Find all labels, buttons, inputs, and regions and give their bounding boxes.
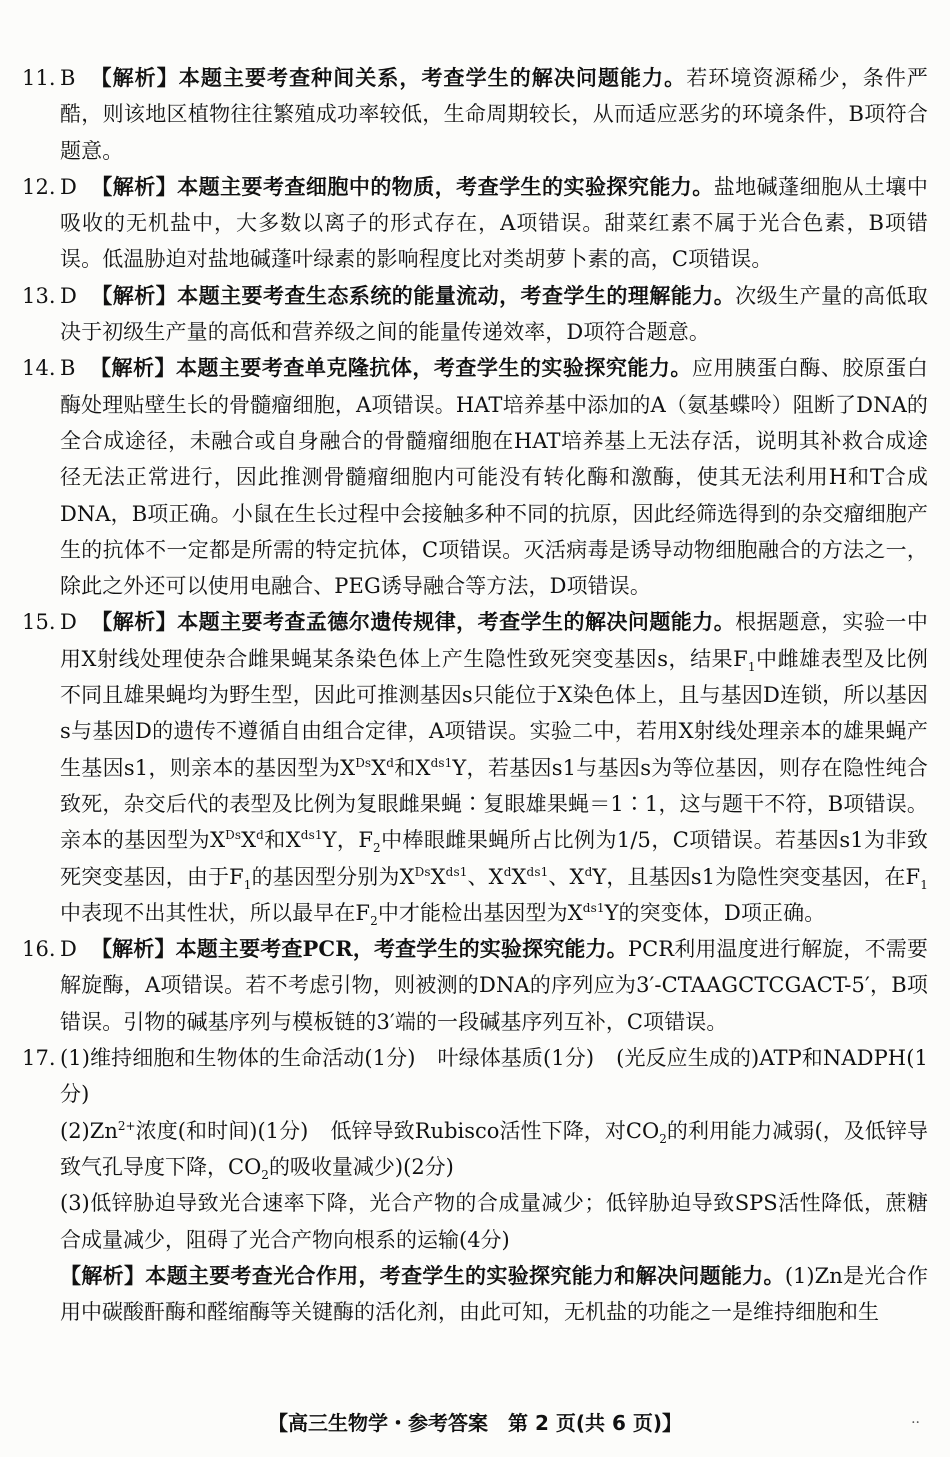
- analysis-text: 中雌雄表型及比例不同且雄果蝇均为野生型，因此可推测基因s只能位于X染色体上，且与基因D连锁，所以基因s与基因D的遗传不遵循自由组合定律，A项错误。实验二中，若用X射线处理亲本的雄果蝇产生基因s1，则亲本的基因型为X: [60, 646, 928, 780]
- analysis-heading: 【解析】本题主要考查单克隆抗体，考查学生的实验探究能力。: [89, 355, 692, 381]
- superscript: d: [256, 828, 264, 843]
- analysis-text: X: [430, 864, 446, 889]
- analysis-text: X: [511, 864, 527, 889]
- subscript: 1: [920, 877, 928, 892]
- superscript: d: [386, 755, 395, 770]
- subscript: 2: [659, 1131, 667, 1146]
- analysis-heading: 【解析】本题主要考查PCR，考查学生的实验探究能力。: [90, 936, 628, 962]
- corner-mark: ··: [911, 1415, 920, 1431]
- analysis-heading: 【解析】本题主要考查光合作用，考查学生的实验探究能力和解决问题能力。: [60, 1262, 785, 1288]
- superscript: ds1: [300, 828, 323, 843]
- superscript: Ds: [414, 864, 431, 879]
- question-number: 13.: [22, 283, 56, 308]
- analysis-text: X: [371, 755, 387, 780]
- answer-letter: D: [60, 937, 77, 962]
- superscript: ds1: [582, 900, 605, 915]
- answer-letter: D: [60, 283, 77, 308]
- answer-letter: D: [60, 174, 77, 199]
- question-14: [22, 350, 928, 604]
- answer-part-2b: 浓度(和时间)(1分): [135, 1118, 309, 1143]
- answer-part-1c: (光反应生成的)ATP和NADPH(1分): [60, 1046, 928, 1107]
- superscript: 2+: [117, 1118, 136, 1133]
- analysis-text: 、X: [467, 864, 504, 889]
- answer-part-2a: (2)Zn: [60, 1118, 118, 1143]
- analysis-body: 应用胰蛋白酶、胶原蛋白酶处理贴壁生长的骨髓瘤细胞，A项错误。HAT培养基中添加的A（氨基蝶呤）阻断了DNA的全合成途径，未融合或自身融合的骨髓瘤细胞在HAT培养基上无法存活，说明其补救合成途径无法正常进行，因此推测骨髓瘤细胞内可能没有转化酶和激酶，使其无法利用H和T合成DNA，B项正确。小鼠在生长过程中会接触多种不同的抗原，因此经筛选得到的杂交瘤细胞产生的抗体不一定都是所需的特定抗体，C项错误。灭活病毒是诱导动物细胞融合的方法之一，除此之外还可以使用电融合、PEG诱导融合等方法，D项错误。: [60, 356, 929, 599]
- answer-part-2e: 的吸收量减少)(2分): [268, 1154, 454, 1179]
- analysis-body: (1)Zn是光合作用中碳酸酐酶和醛缩酶等关键酶的活化剂，由此可知，无机盐的功能之一是维持细胞和生: [60, 1263, 928, 1325]
- superscript: Ds: [355, 755, 372, 770]
- question-17-part-2: [22, 1113, 928, 1186]
- question-15: [22, 604, 928, 931]
- superscript: ds1: [526, 864, 549, 879]
- superscript: d: [584, 864, 593, 879]
- analysis-text: 中表现不出其性状，所以最早在F: [60, 900, 371, 925]
- question-17-analysis: [22, 1258, 928, 1331]
- answer-letter: D: [60, 610, 77, 635]
- superscript: d: [503, 864, 512, 879]
- answer-part-2c: 低锌导致Rubisco活性下降，对CO: [330, 1118, 660, 1143]
- analysis-text: 、X: [548, 864, 585, 889]
- analysis-body: 若环境资源稀少，条件严酷，则该地区植物往往繁殖成功率较低，生命周期较长，从而适应恶劣的环境条件，B项符合题意。: [60, 66, 928, 163]
- superscript: ds1: [445, 864, 468, 879]
- answer-letter: B: [60, 356, 76, 381]
- subscript: 1: [747, 659, 756, 674]
- question-17: [22, 1040, 928, 1113]
- question-number: 17.: [22, 1046, 56, 1071]
- analysis-body: 盐地碱蓬细胞从土壤中吸收的无机盐中，大多数以离子的形式存在，A项错误。甜菜红素不属于光合色素，B项错误。低温胁迫对盐地碱蓬叶绿素的影响程度比对类胡萝卜素的高，C项错误。: [60, 174, 929, 272]
- answer-part-1a: (1)维持细胞和生物体的生命活动(1分): [60, 1046, 416, 1071]
- question-number: 14.: [22, 356, 56, 381]
- question-number: 15.: [22, 610, 56, 635]
- analysis-body: 次级生产量的高低取决于初级生产量的高低和营养级之间的能量传递效率，D项符合题意。: [60, 283, 928, 345]
- subscript: 2: [370, 914, 378, 929]
- analysis-text: 和X: [394, 755, 431, 780]
- subscript: 2: [373, 841, 381, 856]
- analysis-heading: 【解析】本题主要考查孟德尔遗传规律，考查学生的解决问题能力。: [90, 609, 736, 635]
- superscript: ds1: [430, 755, 453, 770]
- analysis-text: 的基因型分别为X: [251, 864, 415, 889]
- analysis-text: Y，且基因s1为隐性突变基因，在F: [592, 864, 921, 889]
- analysis-text: 中才能检出基因型为X: [377, 900, 583, 925]
- analysis-text: X: [241, 828, 257, 853]
- analysis-heading: 【解析】本题主要考查细胞中的物质，考查学生的实验探究能力。: [90, 173, 714, 199]
- analysis-body: PCR利用温度进行解旋，不需要解旋酶，A项错误。若不考虑引物，则被测的DNA的序列应为3′-CTAAGCTCGACT-5′，B项错误。引物的碱基序列与模板链的3′端的一段碱基序列互补，C项错误。: [60, 937, 928, 1034]
- subscript: 1: [243, 877, 252, 892]
- analysis-text: 中棒眼雌果蝇所占比例为1/5，C项错误。若基因s1为非致死突变基因，由于F: [60, 828, 929, 889]
- question-13: [22, 278, 928, 351]
- answer-content: [22, 60, 928, 1330]
- question-12: [22, 169, 928, 278]
- question-number: 16.: [22, 937, 56, 962]
- question-16: [22, 931, 928, 1040]
- subscript: 2: [261, 1168, 269, 1183]
- analysis-heading: 【解析】本题主要考查种间关系，考查学生的解决问题能力。: [89, 65, 687, 90]
- answer-part-2d: 的利用能力减弱(，及低锌导致气孔导度下降，CO: [60, 1118, 928, 1179]
- analysis-text: Y，若基因s1与基因s为等位基因，则存在隐性纯合致死，杂交后代的表型及比例为复眼雌果蝇∶复眼雄果蝇＝1∶1，这与题干不符，B项错误。亲本的基因型为X: [60, 755, 928, 853]
- answer-part-1b: 叶绿体基质(1分): [437, 1046, 595, 1071]
- analysis-text: 根据题意，实验一中用X射线处理使杂合雌果蝇某条染色体上产生隐性致死突变基因s，结果F: [60, 610, 928, 671]
- question-11: [22, 60, 928, 169]
- answer-part-3: (3)低锌胁迫导致光合速率下降，光合产物的合成量减少；低锌胁迫导致SPS活性降低，蔗糖合成量减少，阻碍了光合产物向根系的运输(4分): [60, 1191, 928, 1252]
- question-17-part-3: [22, 1185, 928, 1258]
- superscript: Ds: [225, 828, 242, 843]
- analysis-text: Y，F: [322, 828, 373, 853]
- analysis-text: Y的突变体，D项正确。: [604, 900, 826, 925]
- page-footer: 【高三生物学・参考答案 第 2 页(共 6 页)】: [268, 1411, 682, 1435]
- analysis-text: 和X: [263, 828, 301, 853]
- analysis-heading: 【解析】本题主要考查生态系统的能量流动，考查学生的理解能力。: [90, 282, 736, 308]
- answer-letter: B: [60, 66, 76, 90]
- question-number: 12.: [22, 174, 56, 199]
- question-number: 11.: [22, 66, 56, 90]
